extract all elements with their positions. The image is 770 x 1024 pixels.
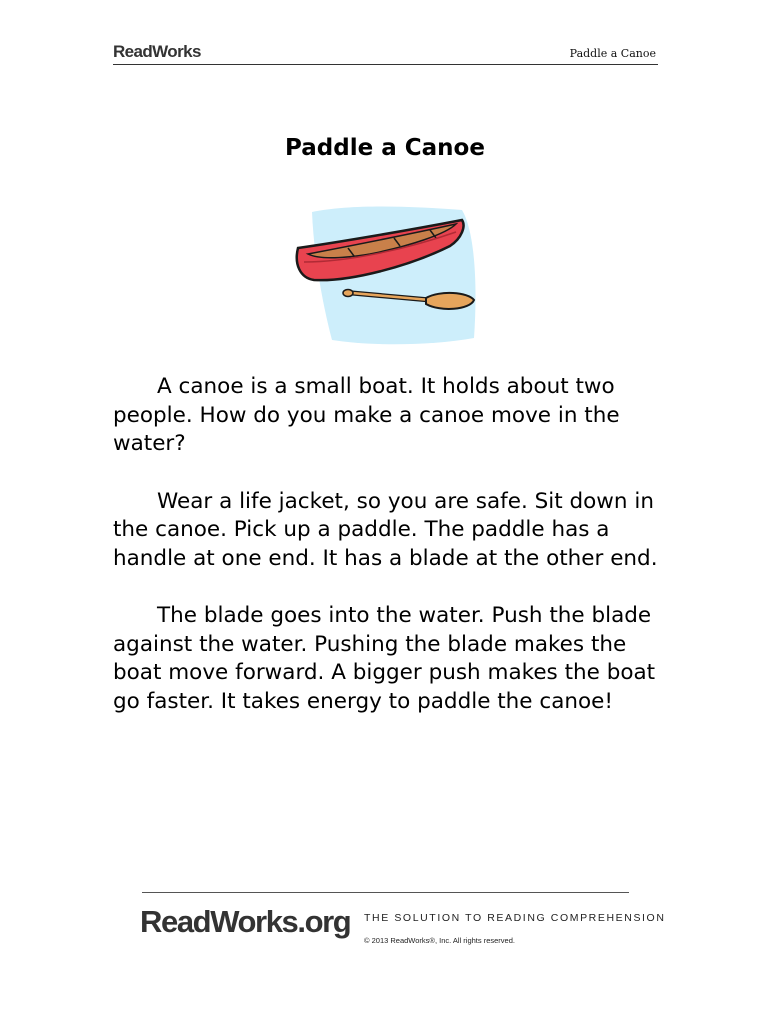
header-divider xyxy=(113,64,658,65)
header-logo: ReadWorks xyxy=(113,42,201,61)
footer-tagline: THE SOLUTION TO READING COMPREHENSION xyxy=(364,912,666,924)
paragraph: Wear a life jacket, so you are safe. Sit down in the canoe. Pick up a paddle. The paddle has a handle at one end. It has a blade at the other end. xyxy=(113,488,658,571)
canoe-illustration xyxy=(290,200,490,350)
footer-logo: ReadWorks.org xyxy=(140,904,351,939)
header-title: Paddle a Canoe xyxy=(569,47,656,60)
page-title: Paddle a Canoe xyxy=(285,135,485,161)
story-text xyxy=(113,373,658,745)
paragraph: A canoe is a small boat. It holds about two people. How do you make a canoe move in the water? xyxy=(113,374,620,456)
footer-copyright: © 2013 ReadWorks®, Inc. All rights reserved. xyxy=(364,936,515,945)
footer-divider xyxy=(142,892,629,893)
paragraph: The blade goes into the water. Push the blade against the water. Pushing the blade makes the boat move forward. A bigger push makes the boat go faster. It takes energy to paddle the canoe! xyxy=(113,603,656,714)
